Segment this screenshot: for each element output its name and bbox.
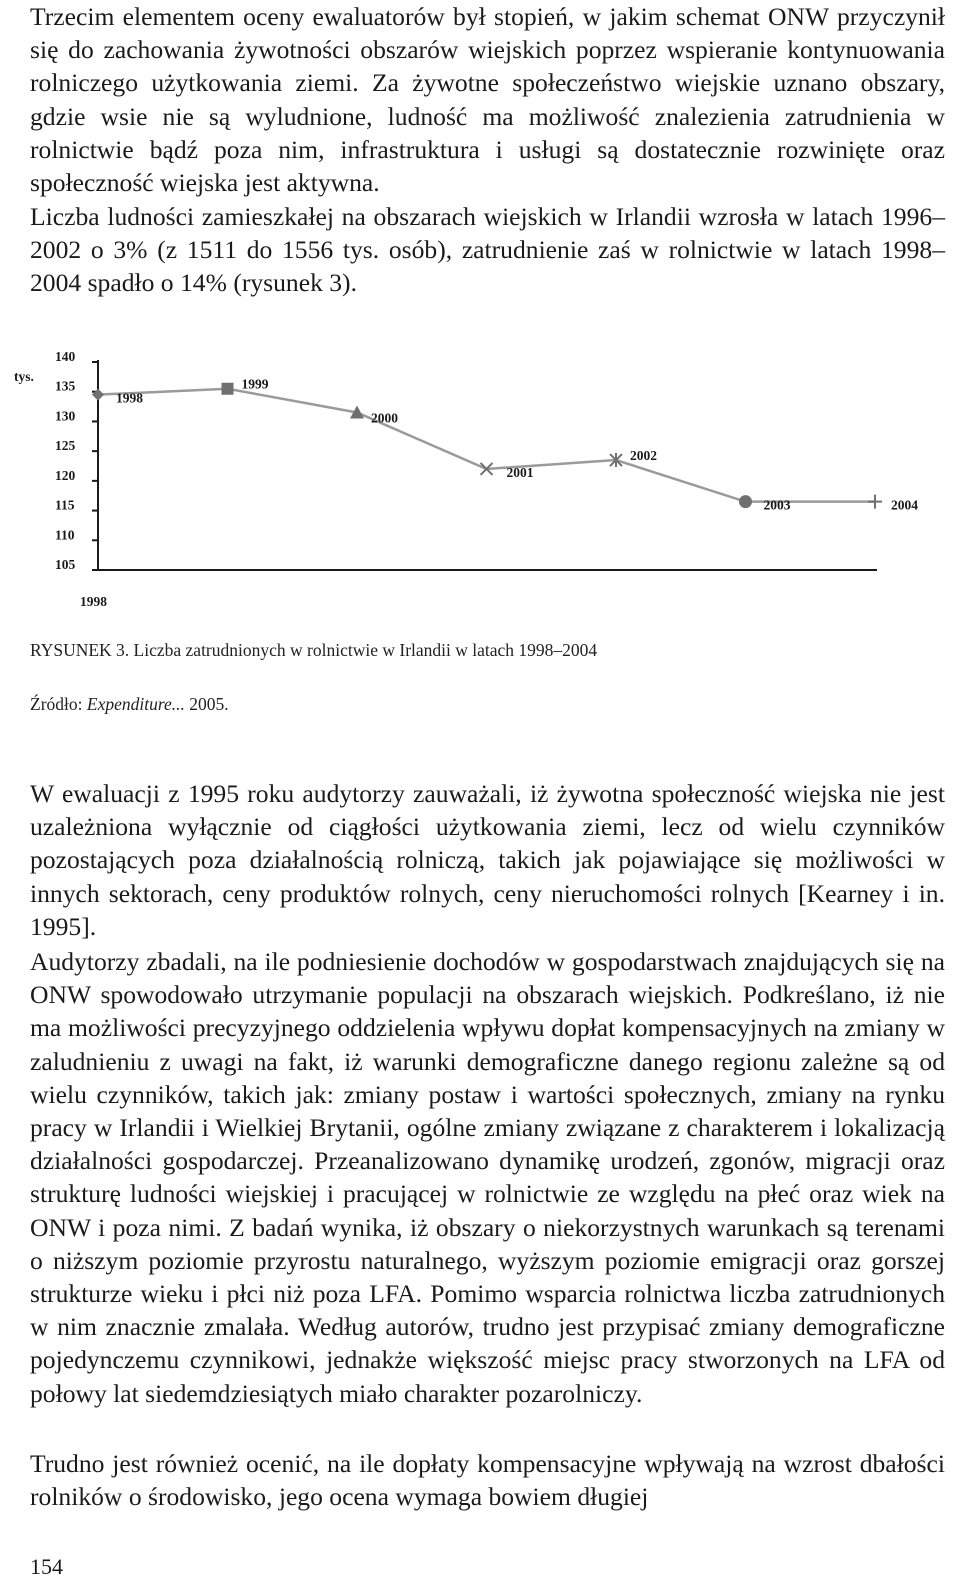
series-markers [92,383,882,509]
series-line [98,389,875,502]
employment-line-chart [0,340,960,620]
point-labels [116,377,918,513]
diamond-marker-1998 [92,389,104,401]
point-label-1999: 1999 [241,376,269,392]
paragraph-1: Trzecim elementem oceny ewaluatorów był stopień, w jakim schemat ONW przyczynił się do zachowania żywotności obszarów wiejskich poprzez wspieranie kontynuowania rolniczego użytkowania ziemi. Za żywotne społeczeństwo wiejskie uznano obszary, gdzie wsie nie są wyludnione, ludność ma możliwość znalezienia zatrudnienia w rolnictwie bądź poza nim, infrastruktura i usługi są dostatecznie rozwinięte oraz społeczność wiejska jest aktywna. [30,2,945,198]
paragraph-4: Audytorzy zbadali, na ile podniesienie dochodów w gospodarstwach znajdujących się na ONW spowodowało utrzymanie populacji na obszarach wiejskich. Podkreślano, iż nie ma możliwości precyzyjnego oddzielenia wpływu dopłat kompensacyjnych na zmiany w zaludnieniu z uwagi na fakt, iż warunki demograficzne danego regionu zależne są od wielu czynników, takich jak: zmiany postaw i wartości społecznych, zmiany na rynku pracy w Irlandii i Wielkiej Brytanii, ogólne zmiany związane z charakterem i lokalizacją działalności gospodarczej. Przeanalizowano dynamikę urodzeń, zgonów, migracji oraz strukturę ludności wiejskiej i pracującej w rolnictwie ze względu na płeć oraz wiek na ONW i poza nimi. Z badań wynika, iż obszary o niekorzystnych warunkach są terenami o niższym poziomie przyrostu naturalnego, wyższym poziomie emigracji oraz gorszej strukturze wieku i płci niż poza LFA. Pomimo wsparcia rolnictwa liczba zatrudnionych w nim znacznie zmalała. Według autorów, trudno jest przypisać zmiany demograficzne pojedynczemu czynnikowi, jednakże większość miejsc pracy stworzonych na LFA od połowy lat siedemdziesiątych miało charakter pozarolniczy. [30,947,945,1408]
point-label-2002: 2002 [630,448,657,464]
y-tick-label: 135 [55,378,76,394]
point-label-2001: 2001 [506,464,534,480]
x-axis-start-label: 1998 [80,594,107,609]
y-axis-unit-label: tys. [14,369,34,384]
point-label-2003: 2003 [763,497,791,513]
paragraph-2: Liczba ludności zamieszkałej na obszarach wiejskich w Irlandii wzrosła w latach 1996–2002 o 3% (z 1511 do 1556 tys. osób), zatrudnienie zaś w rolnictwie w latach 1998–2004 spadło o 14% (rysunek 3). [30,202,945,298]
circle-marker-2003 [739,495,752,508]
y-axis-ticks [55,349,98,572]
point-label-1998: 1998 [116,390,143,406]
y-tick-label: 115 [55,497,75,513]
source-suffix: 2005. [184,694,229,714]
y-tick-label: 105 [55,557,76,572]
source-title: Expenditure... [86,694,185,714]
paragraph-5: Trudno jest również ocenić, na ile dopłaty kompensacyjne wpływają na wzrost dbałości rolników o środowisko, jego ocena wymaga bowiem długiej [30,1449,945,1512]
figure-source [30,693,229,715]
paragraph-3: W ewaluacji z 1995 roku audytorzy zauważali, iż żywotna społeczność wiejska nie jest uzależniona wyłącznie od ciągłości użytkowania ziemi, lecz od wielu czynników pozostających poza działalnością rolniczą, takich jak pojawiające się możliwości w innych sektorach, ceny produktów rolnych, ceny nieruchomości rolnych [Kearney i in. 1995]. [30,779,945,941]
y-tick-label: 130 [55,408,76,424]
figure-caption: RYSUNEK 3. Liczba zatrudnionych w rolnictwie w Irlandii w latach 1998–2004 [30,640,598,660]
y-tick-label: 125 [55,438,76,454]
page-number: 154 [30,1554,63,1579]
point-label-2000: 2000 [371,410,398,426]
point-label-2004: 2004 [891,497,918,513]
y-tick-label: 140 [55,349,76,364]
source-prefix: Źródło: [30,694,87,714]
plus-marker-2004 [868,495,882,509]
square-marker-1999 [222,383,234,395]
y-tick-label: 120 [55,467,76,483]
y-tick-label: 110 [55,527,75,543]
